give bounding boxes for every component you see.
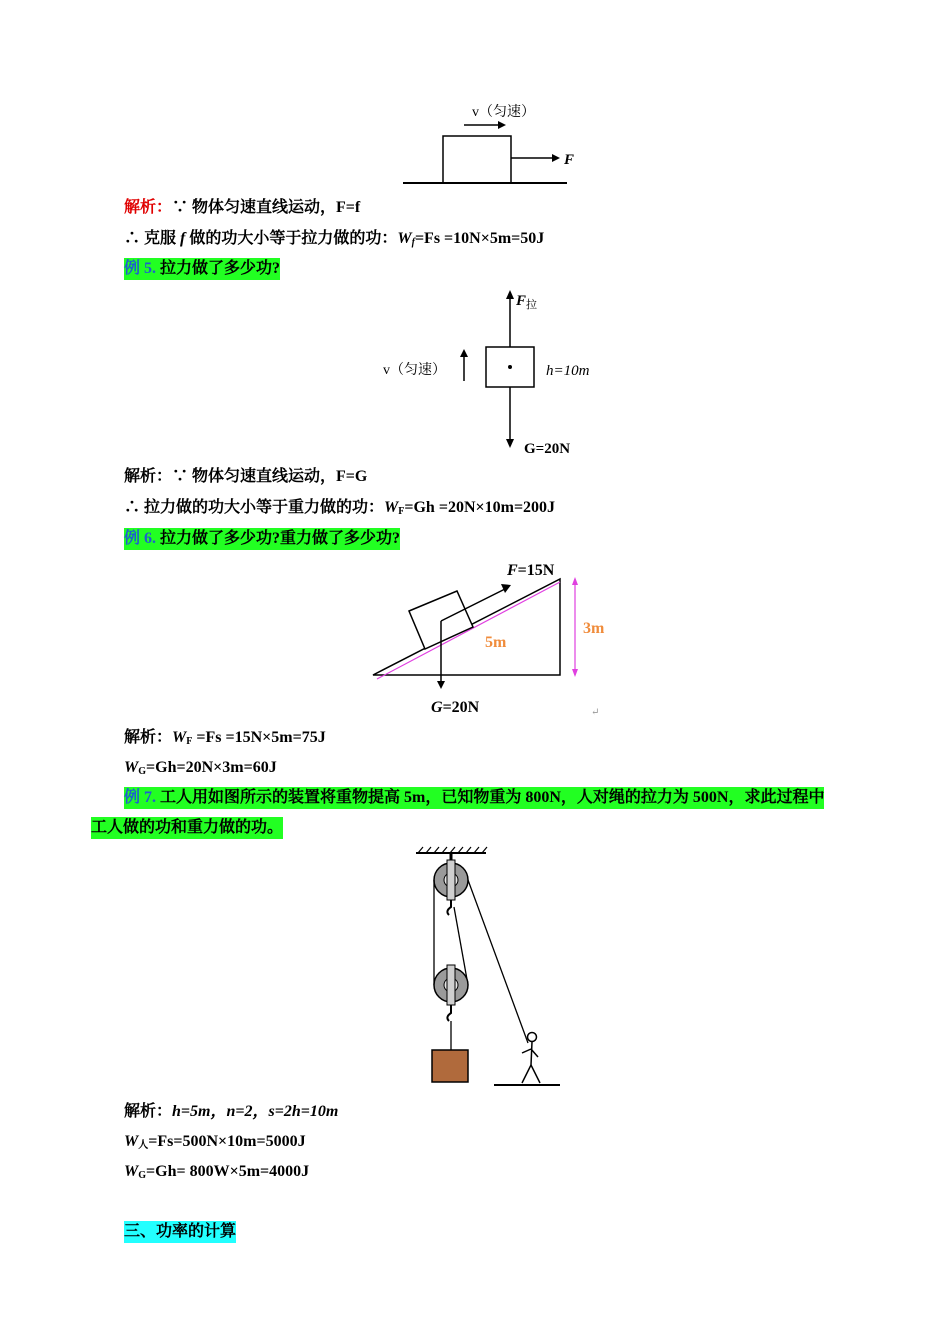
height-marker-bottom [572,669,578,677]
section-title: 三、功率的计算 [124,1223,237,1240]
figure-block-vertical [380,285,640,457]
solution-prefix: 解析： [124,1103,173,1120]
work-symbol: W [384,499,399,516]
height-label: h=10m [546,363,590,379]
solution-prefix: 解析： [124,199,173,216]
pull-force-label: $F_拉$ [516,293,538,311]
work-subscript: F [398,506,405,517]
example-label: 例 6. [124,530,157,547]
solution-text: 做的功大小等于拉力做的功： [185,230,398,247]
work-symbol: W [172,729,187,746]
height-marker-top [572,577,578,585]
paragraph-mark: ↵ [591,707,600,718]
work-symbol: W [124,1133,139,1150]
load-box [432,1050,468,1082]
center-dot [508,365,512,369]
solution-equation: =Fs =10N×5m=50J [414,230,545,247]
work-symbol: W [397,230,412,247]
figure-block-horizontal [400,100,580,190]
work-symbol: W [124,759,139,776]
solution-equation: =Gh =20N×10m=200J [404,499,556,516]
rope-to-worker [468,880,528,1043]
work-subscript: G [138,1170,147,1181]
solution-equation: =Fs =15N×5m=75J [192,729,326,746]
pull-force-label: F=15N [507,562,555,579]
example-question: 拉力做了多少功?重力做了多少功? [156,530,401,547]
worker-figure [522,1033,540,1084]
velocity-arrowhead [460,349,468,357]
section-3-title [124,1221,236,1243]
work-subscript: F [186,736,193,747]
incline-length-label: 5m [485,634,507,651]
gravity-arrowhead [437,681,445,689]
figure-pulley-system [410,845,570,1090]
example-7-heading-cont [91,817,283,839]
example-label: 例 7. [124,789,157,806]
work-subscript: 人 [138,1140,149,1151]
solution-line: ∵ 物体匀速直线运动，F=G [172,468,368,485]
velocity-label: v（匀速） [383,363,446,378]
incline-length-marker [377,582,560,679]
block [443,136,511,183]
movable-pulley-bracket [447,965,455,1005]
height-label: 3m [583,620,605,637]
example-7-heading [124,787,824,809]
example-6-heading [124,528,400,550]
work-subscript: G [138,766,147,777]
solution-line: ∵ 物体匀速直线运动，F=f [172,199,361,216]
example-5-heading [124,258,280,280]
friction-symbol: f [180,230,186,247]
example-question: 工人做的功和重力做的功。 [91,819,284,836]
movable-pulley-hook [447,1005,451,1021]
work-subscript: f [411,237,415,248]
fixed-pulley-bracket [447,860,455,900]
example-label: 例 5. [124,260,157,277]
velocity-arrowhead [498,121,506,129]
solution-prefix: 解析： [124,729,173,746]
solution-text: ∴ 拉力做的功大小等于重力做的功： [124,499,385,516]
solution-equation: =Gh=20N×3m=60J [146,759,277,776]
solution-text: ∴ 克服 [124,230,181,247]
work-symbol: W [124,1163,139,1180]
force-label: F [564,152,575,168]
fixed-pulley-hook [447,900,451,915]
example-question: 拉力做了多少功? [156,260,281,277]
velocity-label: v（匀速） [472,105,535,120]
force-arrowhead [552,154,560,162]
solution-equation: =Gh= 800W×5m=4000J [146,1163,310,1180]
gravity-arrowhead [506,439,514,448]
gravity-label: G=20N [524,441,571,457]
solution-line: h=5m，n=2，s=2h=10m [172,1103,339,1120]
gravity-label: G=20N [431,699,480,716]
pull-arrowhead [506,290,514,299]
solution-equation: =Fs=500N×10m=5000J [148,1133,306,1150]
figure-incline [365,555,625,725]
solution-prefix: 解析： [124,468,173,485]
example-question: 工人用如图所示的装置将重物提高 5m，已知物重为 800N，人对绳的拉力为 500N，求此过程中 [156,789,825,806]
pull-arrowhead [501,584,511,593]
